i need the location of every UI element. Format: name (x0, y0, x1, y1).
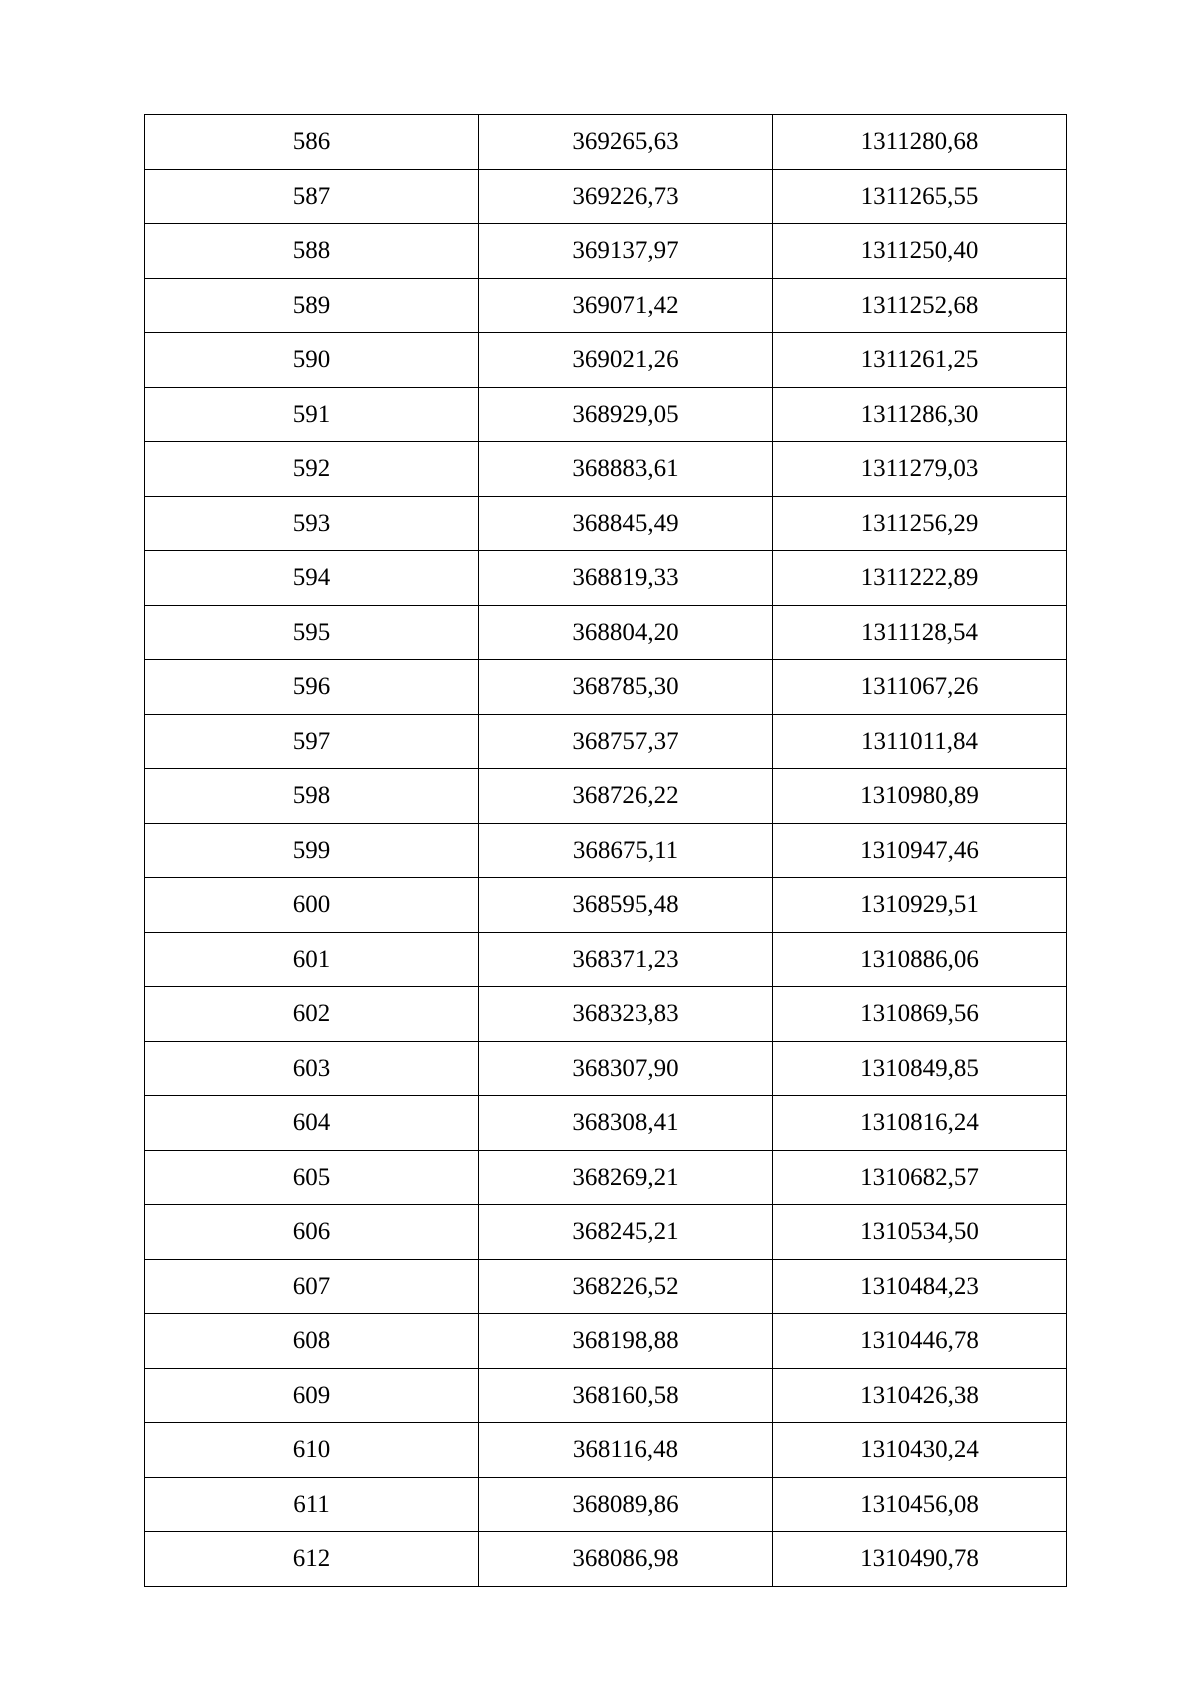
table-row (145, 714, 1067, 769)
y-coordinate-cell: 1310929,51 (773, 878, 1067, 933)
table-row (145, 169, 1067, 224)
x-coordinate-cell: 368245,21 (479, 1205, 773, 1260)
table-row (145, 387, 1067, 442)
y-coordinate-cell: 1311222,89 (773, 551, 1067, 606)
y-coordinate-cell: 1311067,26 (773, 660, 1067, 715)
x-coordinate-cell: 368819,33 (479, 551, 773, 606)
y-coordinate-cell: 1310484,23 (773, 1259, 1067, 1314)
x-coordinate-cell: 368116,48 (479, 1423, 773, 1478)
y-coordinate-cell: 1310490,78 (773, 1532, 1067, 1587)
table-row (145, 878, 1067, 933)
table-row (145, 1314, 1067, 1369)
y-coordinate-cell: 1311128,54 (773, 605, 1067, 660)
table-row (145, 1041, 1067, 1096)
point-number-cell: 594 (145, 551, 479, 606)
table-row (145, 987, 1067, 1042)
y-coordinate-cell: 1310886,06 (773, 932, 1067, 987)
point-number-cell: 587 (145, 169, 479, 224)
x-coordinate-cell: 368883,61 (479, 442, 773, 497)
y-coordinate-cell: 1310980,89 (773, 769, 1067, 824)
table-row (145, 1259, 1067, 1314)
point-number-cell: 586 (145, 115, 479, 170)
table-row (145, 224, 1067, 279)
x-coordinate-cell: 368160,58 (479, 1368, 773, 1423)
table-row (145, 1205, 1067, 1260)
y-coordinate-cell: 1310849,85 (773, 1041, 1067, 1096)
x-coordinate-cell: 368226,52 (479, 1259, 773, 1314)
x-coordinate-cell: 368595,48 (479, 878, 773, 933)
x-coordinate-cell: 368308,41 (479, 1096, 773, 1151)
point-number-cell: 592 (145, 442, 479, 497)
point-number-cell: 590 (145, 333, 479, 388)
point-number-cell: 593 (145, 496, 479, 551)
y-coordinate-cell: 1310456,08 (773, 1477, 1067, 1532)
y-coordinate-cell: 1311250,40 (773, 224, 1067, 279)
x-coordinate-cell: 368371,23 (479, 932, 773, 987)
table-row (145, 1368, 1067, 1423)
table-row (145, 932, 1067, 987)
point-number-cell: 595 (145, 605, 479, 660)
point-number-cell: 608 (145, 1314, 479, 1369)
table-row (145, 660, 1067, 715)
table-row (145, 496, 1067, 551)
table-row (145, 605, 1067, 660)
y-coordinate-cell: 1311280,68 (773, 115, 1067, 170)
y-coordinate-cell: 1310869,56 (773, 987, 1067, 1042)
point-number-cell: 612 (145, 1532, 479, 1587)
x-coordinate-cell: 368323,83 (479, 987, 773, 1042)
table-row (145, 1096, 1067, 1151)
y-coordinate-cell: 1310816,24 (773, 1096, 1067, 1151)
y-coordinate-cell: 1310446,78 (773, 1314, 1067, 1369)
point-number-cell: 605 (145, 1150, 479, 1205)
point-number-cell: 589 (145, 278, 479, 333)
x-coordinate-cell: 368089,86 (479, 1477, 773, 1532)
x-coordinate-cell: 368086,98 (479, 1532, 773, 1587)
point-number-cell: 607 (145, 1259, 479, 1314)
table-row (145, 115, 1067, 170)
point-number-cell: 606 (145, 1205, 479, 1260)
y-coordinate-cell: 1310947,46 (773, 823, 1067, 878)
x-coordinate-cell: 368804,20 (479, 605, 773, 660)
table-row (145, 1532, 1067, 1587)
table-row (145, 769, 1067, 824)
point-number-cell: 610 (145, 1423, 479, 1478)
y-coordinate-cell: 1310682,57 (773, 1150, 1067, 1205)
table-row (145, 1423, 1067, 1478)
y-coordinate-cell: 1310534,50 (773, 1205, 1067, 1260)
point-number-cell: 601 (145, 932, 479, 987)
y-coordinate-cell: 1311256,29 (773, 496, 1067, 551)
x-coordinate-cell: 368785,30 (479, 660, 773, 715)
point-number-cell: 599 (145, 823, 479, 878)
point-number-cell: 603 (145, 1041, 479, 1096)
x-coordinate-cell: 368929,05 (479, 387, 773, 442)
x-coordinate-cell: 368845,49 (479, 496, 773, 551)
point-number-cell: 609 (145, 1368, 479, 1423)
table-row (145, 551, 1067, 606)
x-coordinate-cell: 368198,88 (479, 1314, 773, 1369)
coordinates-table-body (145, 115, 1067, 1587)
table-row (145, 1150, 1067, 1205)
point-number-cell: 597 (145, 714, 479, 769)
x-coordinate-cell: 369071,42 (479, 278, 773, 333)
x-coordinate-cell: 369021,26 (479, 333, 773, 388)
table-row (145, 442, 1067, 497)
point-number-cell: 600 (145, 878, 479, 933)
point-number-cell: 602 (145, 987, 479, 1042)
x-coordinate-cell: 368675,11 (479, 823, 773, 878)
table-row (145, 278, 1067, 333)
point-number-cell: 598 (145, 769, 479, 824)
y-coordinate-cell: 1311011,84 (773, 714, 1067, 769)
y-coordinate-cell: 1311252,68 (773, 278, 1067, 333)
table-row (145, 823, 1067, 878)
y-coordinate-cell: 1310430,24 (773, 1423, 1067, 1478)
y-coordinate-cell: 1311265,55 (773, 169, 1067, 224)
x-coordinate-cell: 369226,73 (479, 169, 773, 224)
x-coordinate-cell: 368757,37 (479, 714, 773, 769)
y-coordinate-cell: 1311286,30 (773, 387, 1067, 442)
point-number-cell: 591 (145, 387, 479, 442)
point-number-cell: 611 (145, 1477, 479, 1532)
coordinates-table (144, 114, 1067, 1587)
x-coordinate-cell: 368307,90 (479, 1041, 773, 1096)
table-row (145, 333, 1067, 388)
x-coordinate-cell: 369265,63 (479, 115, 773, 170)
y-coordinate-cell: 1311261,25 (773, 333, 1067, 388)
x-coordinate-cell: 369137,97 (479, 224, 773, 279)
x-coordinate-cell: 368726,22 (479, 769, 773, 824)
point-number-cell: 596 (145, 660, 479, 715)
y-coordinate-cell: 1310426,38 (773, 1368, 1067, 1423)
point-number-cell: 604 (145, 1096, 479, 1151)
table-row (145, 1477, 1067, 1532)
point-number-cell: 588 (145, 224, 479, 279)
x-coordinate-cell: 368269,21 (479, 1150, 773, 1205)
y-coordinate-cell: 1311279,03 (773, 442, 1067, 497)
